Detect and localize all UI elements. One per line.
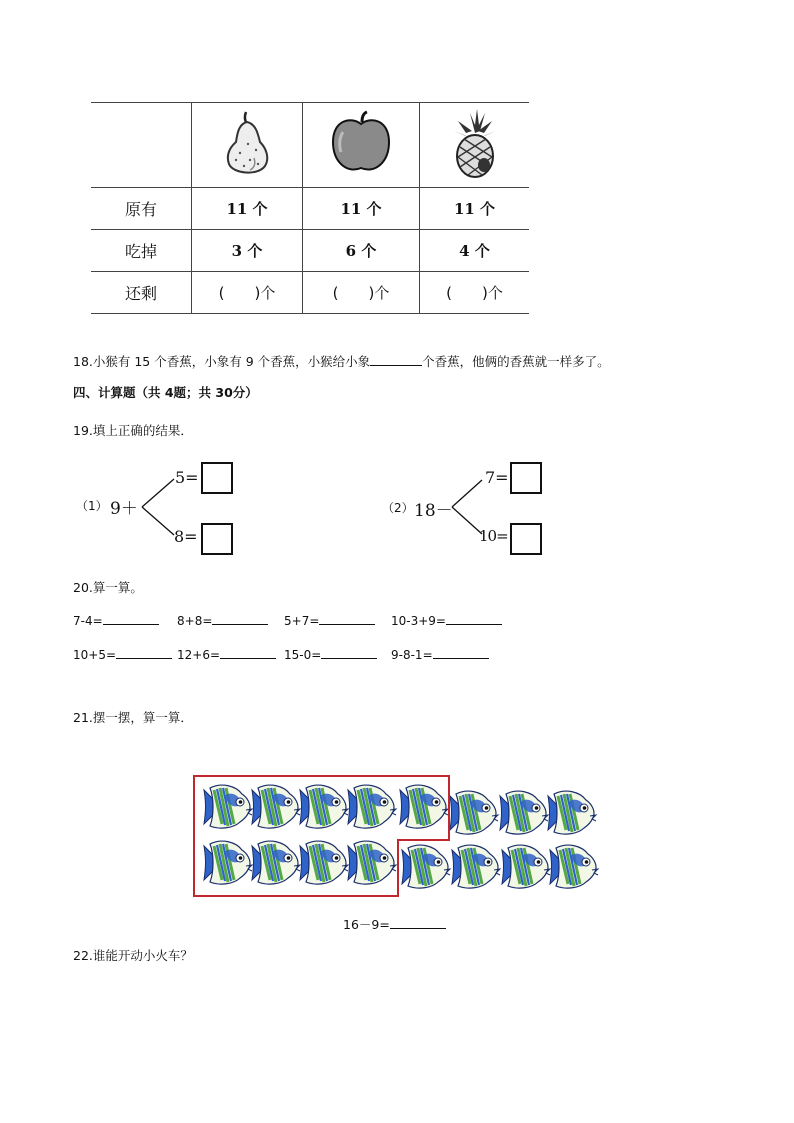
q18-answer-blank[interactable] xyxy=(370,353,422,366)
question-22-title: 22.谁能开动小火车？ xyxy=(73,948,193,963)
table-corner-cell xyxy=(91,103,192,188)
pineapple-cell xyxy=(420,103,530,188)
q19-part2-top: 7= xyxy=(485,468,509,487)
q21-answer-blank[interactable] xyxy=(390,916,446,929)
q19-part1-base: 9＋ xyxy=(110,499,138,519)
question-19-title: 19.填上正确的结果． xyxy=(73,423,193,438)
pear-icon xyxy=(220,108,274,178)
fish-icon xyxy=(204,841,252,884)
q18-text-after: 个香蕉，他俩的香蕉就一样多了。 xyxy=(422,354,610,369)
calc-item xyxy=(284,612,375,628)
row-label: 原有 xyxy=(91,188,192,230)
fish-icon xyxy=(204,785,252,828)
calc-expression: 5+7= xyxy=(284,614,320,628)
fish-icon xyxy=(400,785,448,828)
pear-cell xyxy=(192,103,303,188)
q19-part1-top-answer-box[interactable] xyxy=(201,462,233,494)
answer-blank[interactable]: ( )个 xyxy=(192,272,303,314)
calc-answer-blank[interactable] xyxy=(433,646,489,659)
calc-item xyxy=(73,646,172,662)
calc-item xyxy=(73,612,159,628)
q19-part1-bottom-answer-box[interactable] xyxy=(201,523,233,555)
calc-item xyxy=(177,646,276,662)
q19-part2-top-answer-box[interactable] xyxy=(510,462,542,494)
calc-answer-blank[interactable] xyxy=(321,646,377,659)
calc-expression: 7-4= xyxy=(73,614,103,628)
table-row-remaining xyxy=(91,272,529,314)
calc-expression: 8+8= xyxy=(177,614,213,628)
fish-icon xyxy=(300,841,348,884)
calc-answer-blank[interactable] xyxy=(212,612,268,625)
table-cell: 11 个 xyxy=(303,188,420,230)
calc-answer-blank[interactable] xyxy=(446,612,502,625)
q19-part1-bottom: 8= xyxy=(174,527,198,546)
branch-lines xyxy=(140,475,176,539)
apple-cell xyxy=(303,103,420,188)
table-row-eaten xyxy=(91,230,529,272)
q19-part1-label: （1） xyxy=(76,499,108,513)
q19-part2-bottom: 10= xyxy=(479,527,508,545)
table-row-original xyxy=(91,188,529,230)
question-20-title: 20.算一算。 xyxy=(73,580,143,595)
fruit-table xyxy=(91,102,529,314)
fish-icon xyxy=(252,785,300,828)
fish-icon xyxy=(348,841,396,884)
table-cell: 11 个 xyxy=(420,188,530,230)
section-title: 四、计算题（共 4题；共 30分） xyxy=(73,385,258,400)
calc-item xyxy=(177,612,268,628)
question-21-title: 21.摆一摆，算一算． xyxy=(73,710,193,725)
q21-equation xyxy=(343,915,446,933)
table-cell: 4 个 xyxy=(420,230,530,272)
pineapple-icon xyxy=(452,107,498,179)
q19-part2-bottom-answer-box[interactable] xyxy=(510,523,542,555)
table-cell: 11 个 xyxy=(192,188,303,230)
apple-icon xyxy=(329,110,393,176)
calc-answer-blank[interactable] xyxy=(220,646,276,659)
calc-expression: 15-0= xyxy=(284,648,322,662)
fish-icon xyxy=(348,785,396,828)
q19-part2-base: 18－ xyxy=(414,501,453,521)
calc-answer-blank[interactable] xyxy=(103,612,159,625)
table-cell: 3 个 xyxy=(192,230,303,272)
fish-icon xyxy=(550,845,598,888)
calc-answer-blank[interactable] xyxy=(319,612,375,625)
fish-icon xyxy=(452,845,500,888)
q19-part1-top: 5= xyxy=(175,468,199,487)
calc-expression: 10+5= xyxy=(73,648,117,662)
calc-expression: 10-3+9= xyxy=(391,614,446,628)
calc-expression: 12+6= xyxy=(177,648,221,662)
q18-text-before: 18.小猴有 15 个香蕉，小象有 9 个香蕉，小猴给小象 xyxy=(73,354,371,369)
calc-item xyxy=(284,646,377,662)
calc-item xyxy=(391,612,502,628)
answer-blank[interactable]: ( )个 xyxy=(303,272,420,314)
q21-expression: 16－9= xyxy=(343,917,390,932)
fish-arrangement xyxy=(192,768,602,900)
row-label: 吃掉 xyxy=(91,230,192,272)
fish-icon xyxy=(402,845,450,888)
answer-blank[interactable]: ( )个 xyxy=(420,272,530,314)
table-cell: 6 个 xyxy=(303,230,420,272)
fish-icon xyxy=(548,791,596,834)
fish-icon xyxy=(450,791,498,834)
fish-icon xyxy=(300,785,348,828)
q19-part2-label: （2） xyxy=(382,501,414,515)
calc-expression: 9-8-1= xyxy=(391,648,433,662)
calc-answer-blank[interactable] xyxy=(116,646,172,659)
fish-icon xyxy=(502,845,550,888)
fish-icon xyxy=(252,841,300,884)
question-18 xyxy=(73,352,610,370)
calc-item xyxy=(391,646,489,662)
fish-icon xyxy=(500,791,548,834)
row-label: 还剩 xyxy=(91,272,192,314)
